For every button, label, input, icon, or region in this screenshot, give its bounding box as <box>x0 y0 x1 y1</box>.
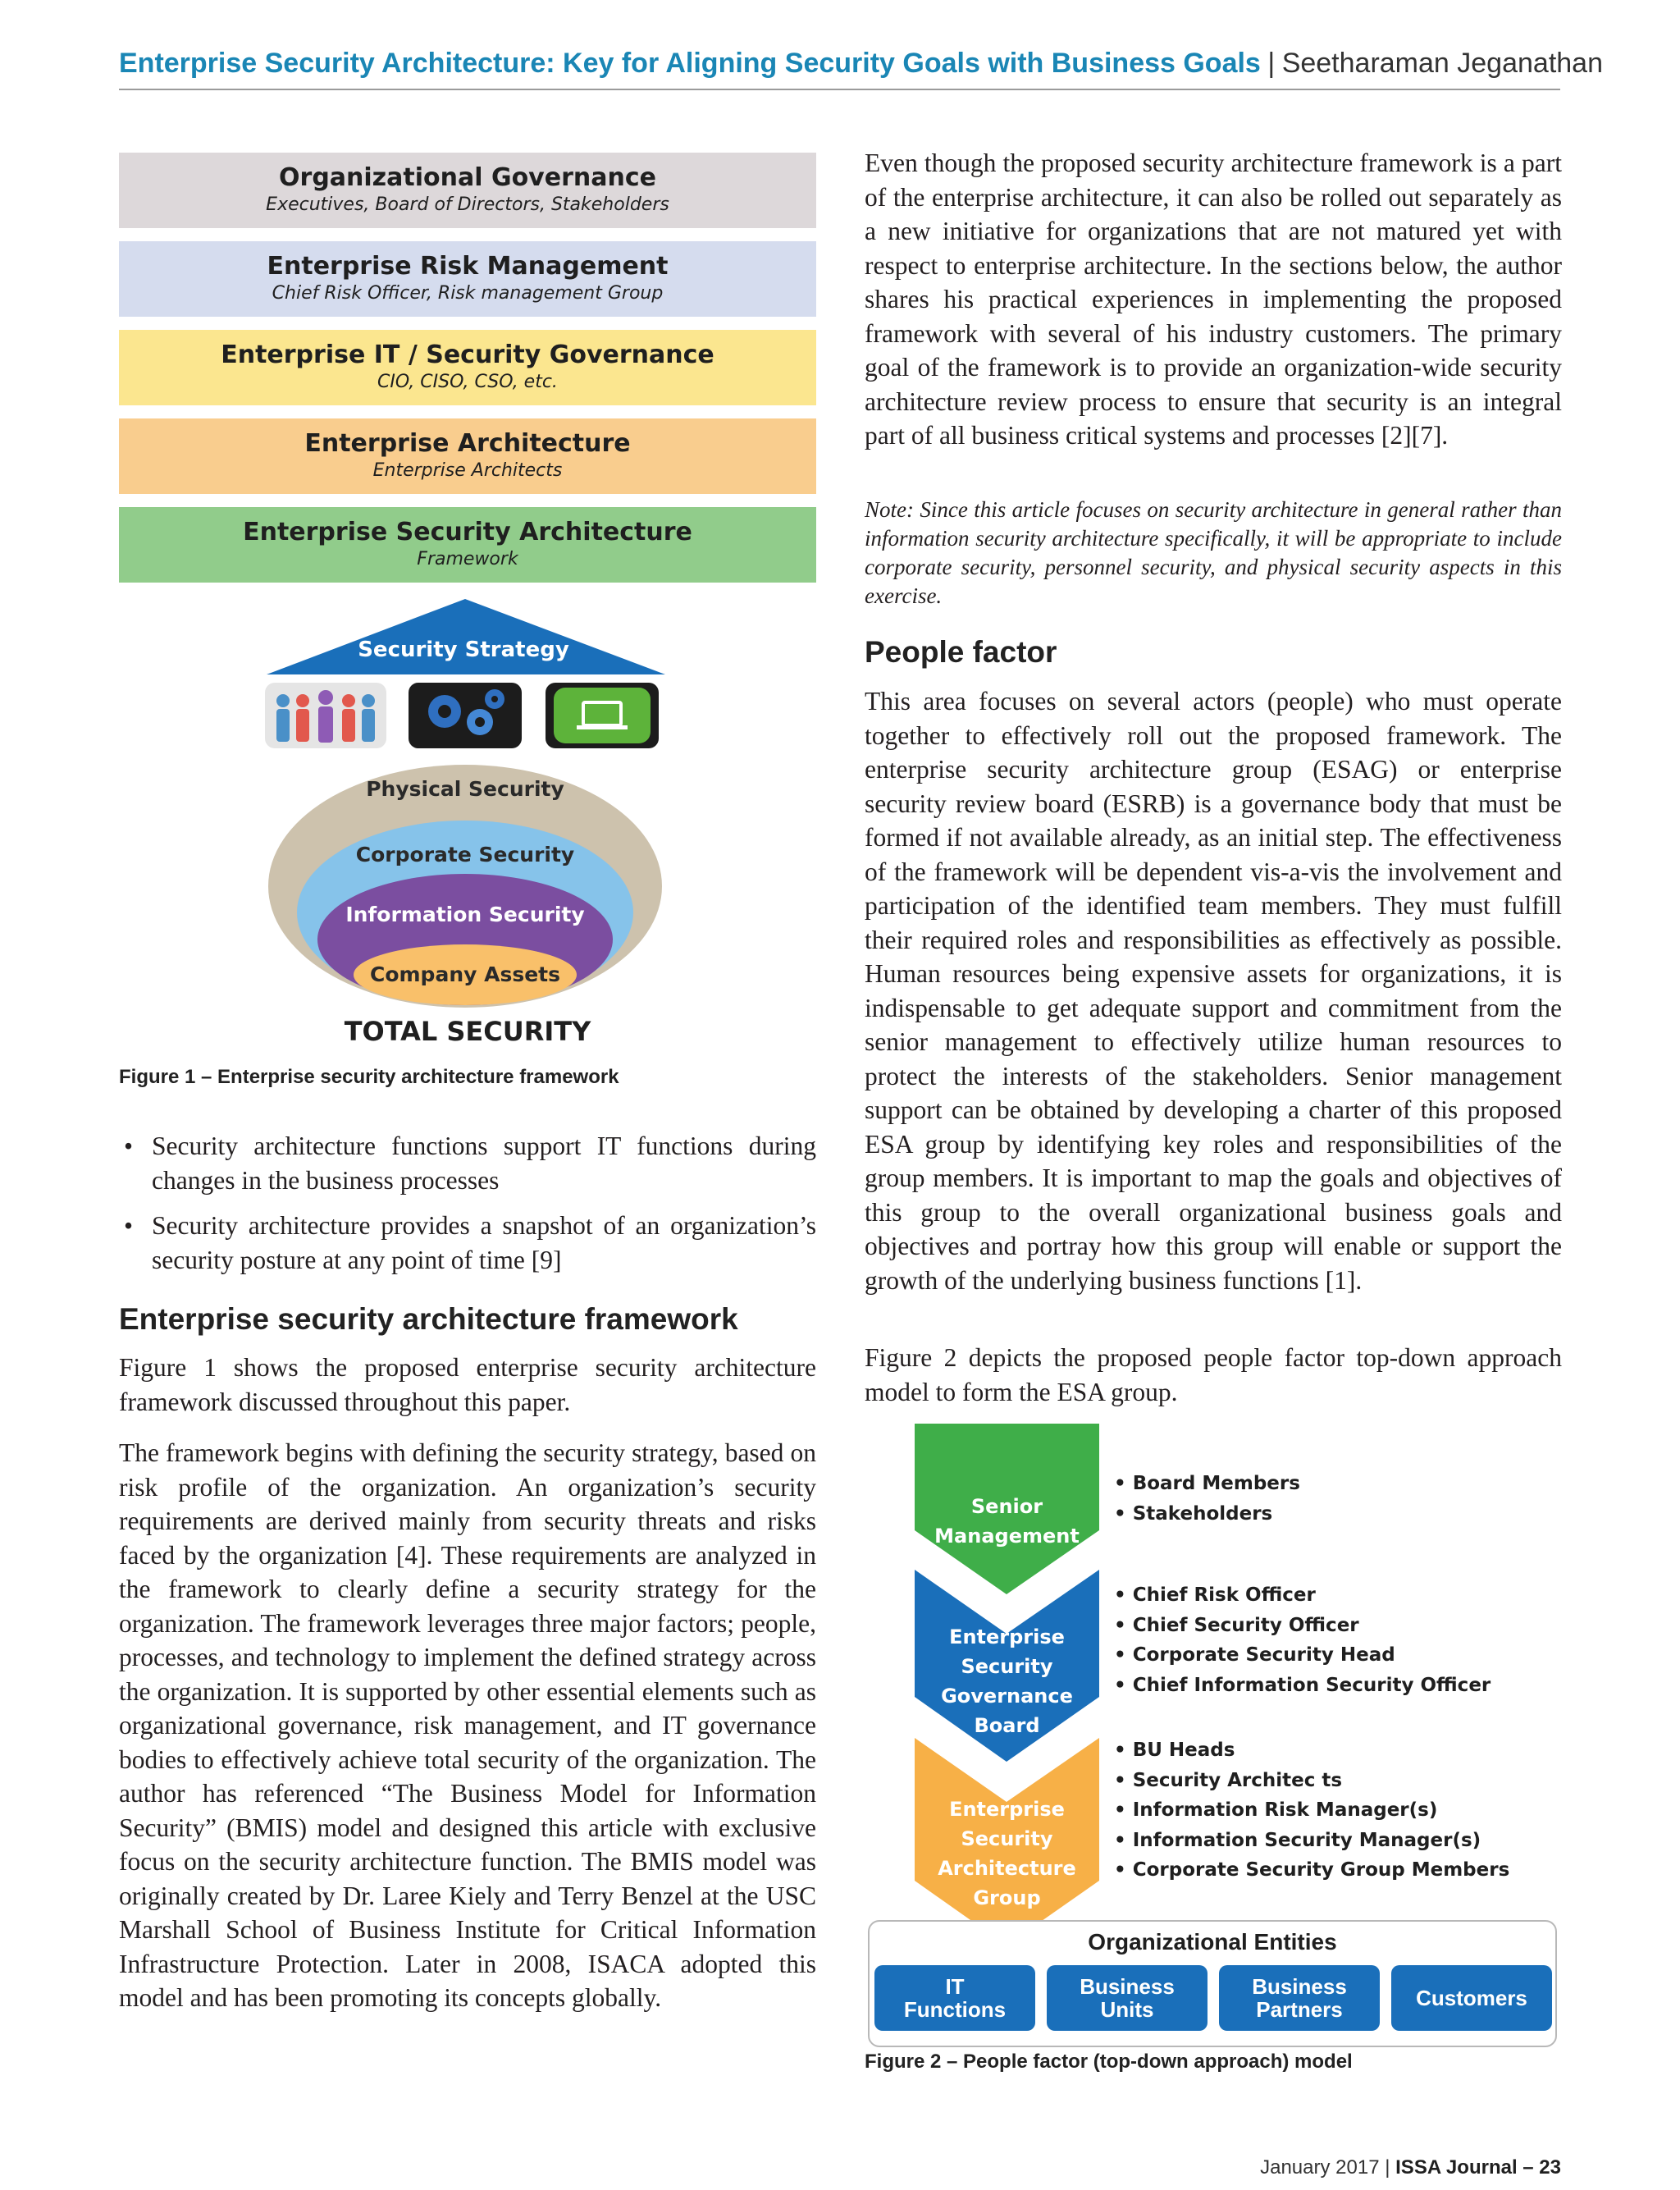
governance-layer-title: Enterprise Risk Management <box>267 252 669 281</box>
role-item: • Chief Risk Officer <box>1114 1584 1316 1606</box>
running-header <box>119 48 1603 80</box>
page-footer <box>1260 2156 1561 2179</box>
paragraph: Figure 2 depicts the proposed people factor top-down approach model to form the ESA group. <box>865 1343 1562 1406</box>
governance-layer-subtitle: CIO, CISO, CSO, etc. <box>377 372 558 392</box>
role-item: • Information Risk Manager(s) <box>1114 1799 1438 1821</box>
journal-page-number: ISSA Journal – 23 <box>1395 2156 1561 2179</box>
entity-customers: Customers <box>1391 1965 1552 2031</box>
governance-layer-subtitle: Framework <box>417 549 518 569</box>
senior-management-roles <box>1114 1469 1300 1529</box>
bullet-text: Security architecture functions support IT functions during changes in the business processes <box>152 1132 816 1195</box>
figure-2-caption: Figure 2 – People factor (top-down approach) model <box>865 2051 1353 2073</box>
issue-date: January 2017 <box>1260 2156 1380 2179</box>
governance-layer-title: Enterprise Security Architecture <box>243 518 692 546</box>
note-paragraph: Note: Since this article focuses on security architecture in general rather than information security architecture specifically, it will be appropriate to include corporate security, personnel security, and physical security aspects in this exercise. <box>865 497 1562 608</box>
journal-article-title: Enterprise Security Architecture: Key for Aligning Security Goals with Business Goals <box>119 48 1261 79</box>
role-item: • Corporate Security Head <box>1114 1644 1395 1666</box>
governance-layer-organizational <box>119 153 816 228</box>
company-assets-label: Company Assets <box>369 962 561 986</box>
list-item: • Security architecture provides a snapshot of an organization’s security posture at any point of time [9] <box>124 1211 816 1274</box>
governance-layer-enterprise-architecture <box>119 418 816 494</box>
role-item: • Corporate Security Group Members <box>1114 1859 1510 1881</box>
header-rule <box>119 89 1560 90</box>
role-item: • Chief Security Officer <box>1114 1614 1359 1636</box>
governance-layer-title: Enterprise IT / Security Governance <box>221 341 714 369</box>
role-item: • Chief Information Security Officer <box>1114 1674 1491 1696</box>
senior-management-label: Senior Management <box>934 1495 1080 1548</box>
laptop-icon <box>546 683 659 748</box>
architecture-group-roles <box>1114 1735 1509 1886</box>
governance-layer-subtitle: Executives, Board of Directors, Stakeholders <box>266 194 669 215</box>
entity-business-partners: Business Partners <box>1219 1965 1380 2031</box>
bullet-text: Security architecture provides a snapshot of an organization’s security posture at any point of time [9] <box>152 1211 816 1274</box>
header-separator: | <box>1267 48 1276 79</box>
governance-board-roles <box>1114 1580 1491 1700</box>
people-icon <box>265 683 386 748</box>
gears-icon <box>409 683 522 748</box>
role-item: • Stakeholders <box>1114 1502 1273 1525</box>
total-security-label: TOTAL SECURITY <box>344 1016 591 1047</box>
architecture-group-label: Enterprise Security Architecture Group <box>938 1798 1076 1909</box>
role-item: • Security Architec ts <box>1114 1769 1343 1791</box>
bullet-list <box>119 1129 816 1288</box>
governance-board-label: Enterprise Security Governance Board <box>941 1625 1073 1737</box>
section-heading: People factor <box>865 635 1057 669</box>
physical-security-label: Physical Security <box>366 777 564 801</box>
role-item: • BU Heads <box>1114 1740 1235 1761</box>
governance-layer-security-architecture <box>119 507 816 583</box>
information-security-label: Information Security <box>345 903 585 926</box>
organizational-entities-title: Organizational Entities <box>1088 1929 1337 1955</box>
governance-layer-title: Enterprise Architecture <box>304 429 631 458</box>
paragraph: This area focuses on several actors (people) who must operate together to effectively roll out the proposed framework. The enterprise security architecture group (ESAG) or enterprise security review board (ESRB) is a governance body that must be formed if not available already, as an initial step. The effectiveness of the framework will be dependent vis-a-vis the involvement and participation of the identified team members. They must fulfill their required roles and responsibilities as effectively as possible. Human resources being expensive assets for organizations, it is indispensable to get adequate support and commitment from the senior management to effectively utilize human resources to protect the interests of the stakeholders. Senior management support can be obtained by developing a charter of this proposed ESA group by identifying key roles and responsibilities of the group members. It is important to map the goals and objectives of this group to the overall organizational business goals and objectives and portray how this group will enable or support the growth of the underlying business functions [1]. <box>865 687 1562 1295</box>
author-name: Seetharaman Jeganathan <box>1281 48 1603 79</box>
list-item: • Security architecture functions support IT functions during changes in the business processes <box>124 1132 816 1195</box>
role-item: • Board Members <box>1114 1473 1300 1494</box>
governance-layer-subtitle: Chief Risk Officer, Risk management Group <box>272 283 664 304</box>
governance-layer-it-security <box>119 330 816 405</box>
paragraph: Even though the proposed security architecture framework is a part of the enterprise architecture, it can also be rolled out separately as a new initiative for organizations that are not matured yet with respect to enterprise architecture. In the sections below, the author shares his practical experiences in implementing the proposed framework with several of his industry customers. The primary goal of the framework is to provide an organization-wide security architecture review process to ensure that security is an integral part of all business critical systems and processes [2][7]. <box>865 149 1562 450</box>
entity-business-units: Business Units <box>1047 1965 1208 2031</box>
role-item: • Information Security Manager(s) <box>1114 1829 1481 1851</box>
governance-layer-risk-management <box>119 241 816 317</box>
security-framework-diagram <box>119 591 816 1050</box>
paragraph: Figure 1 shows the proposed enterprise security architecture framework discussed throughout this paper. <box>119 1353 816 1416</box>
governance-layer-subtitle: Enterprise Architects <box>372 460 563 481</box>
entity-it-functions: IT Functions <box>874 1965 1035 2031</box>
corporate-security-label: Corporate Security <box>355 843 575 866</box>
governance-layer-title: Organizational Governance <box>279 163 656 192</box>
figure-1-caption: Figure 1 – Enterprise security architecture framework <box>119 1066 619 1088</box>
paragraph: The framework begins with defining the security strategy, based on risk profile of the organization. An organization’s security requirements are derived mainly from security threats and risks faced by the organization [4]. These requirements are analyzed in the framework to clearly define a security strategy for the organization. The framework leverages three major factors; people, processes, and technology to implement the defined strategy across the organization. It is supported by other essential elements such as organizational governance, risk management, and IT governance bodies to effectively achieve total security of the organization. The author has referenced “The Business Model for Information Security” (BMIS) model and designed this article with exclusive focus on the security architecture function. The BMIS model was originally created by Dr. Laree Kiely and Terry Benzel at the USC Marshall School of Business Institute for Critical Information Infrastructure Protection. Later in 2008, ISACA adopted this model and has been promoting its concepts globally. <box>119 1438 816 2012</box>
security-strategy-label: Security Strategy <box>358 638 569 662</box>
section-heading: Enterprise security architecture framework <box>119 1302 738 1336</box>
security-strategy-roof <box>267 599 665 674</box>
footer-separator: | <box>1385 2156 1390 2179</box>
